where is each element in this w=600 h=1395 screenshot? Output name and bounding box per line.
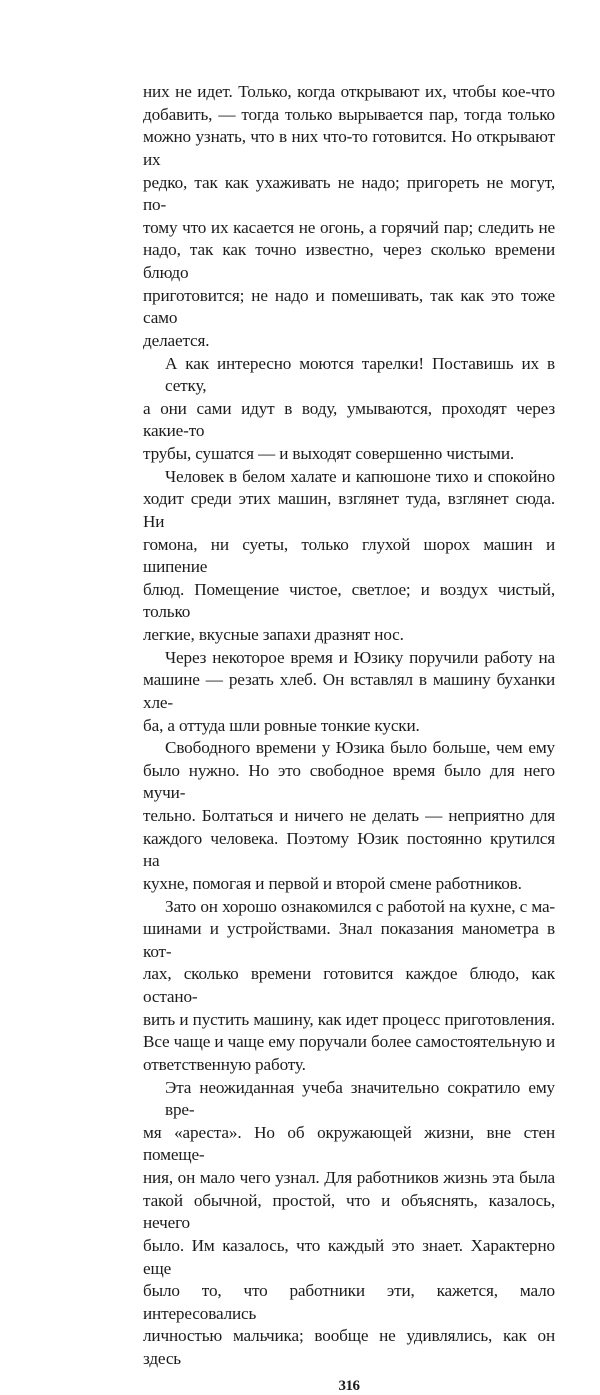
text-line: ответственную работу. xyxy=(143,1054,306,1074)
text-line: личностью мальчика; вообще не удивлялись, как он здесь xyxy=(143,1326,555,1368)
text-line: редко, так как ухаживать не надо; пригореть не могут, по- xyxy=(143,172,555,215)
paragraph xyxy=(143,647,555,738)
paragraph xyxy=(143,353,555,466)
paragraph xyxy=(143,737,555,895)
text-line: шинами и устройствами. Знал показания манометра в кот- xyxy=(143,919,555,961)
text-line: вить и пустить машину, как идет процесс приготовления. xyxy=(143,1009,555,1029)
paragraph xyxy=(143,81,555,353)
text-line: Все чаще и чаще ему поручали более самостоятельную и xyxy=(143,1032,555,1052)
text-line: такой обычной, простой, что и объяснять, казалось, нечего xyxy=(143,1190,555,1233)
paragraph xyxy=(143,896,555,1077)
text-line: ходит среди этих машин, взглянет туда, взглянет сюда. Ни xyxy=(143,489,555,531)
text-line: можно узнать, что в них что-то готовится. Но открывают их xyxy=(143,127,555,169)
text-line: легкие, вкусные запахи дразнят нос. xyxy=(143,625,404,644)
text-line: Человек в белом халате и капюшоне тихо и спокойно xyxy=(165,466,555,486)
text-line: лах, сколько времени готовится каждое блюдо, как остано- xyxy=(143,964,555,1006)
text-line: добавить, — тогда только вырывается пар, тогда только xyxy=(143,104,555,124)
text-line: тому что их касается не огонь, а горячий пар; следить не xyxy=(143,217,555,237)
text-line: надо, так как точно известно, через сколько времени блюдо xyxy=(143,240,555,282)
text-line: Эта неожиданная учеба значительно сократило ему вре- xyxy=(165,1077,555,1120)
text-line: было нужно. Но это свободное время было для него мучи- xyxy=(143,760,555,803)
text-line: приготовится; не надо и помешивать, так как это тоже само xyxy=(143,285,555,328)
text-line: было. Им казалось, что каждый это знает. Характерно еще xyxy=(143,1235,555,1278)
text-line: А как интересно моются тарелки! Поставишь их в сетку, xyxy=(165,353,555,396)
text-line: мя «ареста». Но об окружающей жизни, вне стен помеще- xyxy=(143,1122,555,1165)
text-line: ния, он мало чего узнал. Для работников жизнь эта была xyxy=(143,1168,555,1187)
text-line: Через некоторое время и Юзику поручили работу на xyxy=(165,647,555,667)
text-line: ба, а оттуда шли ровные тонкие куски. xyxy=(143,715,420,735)
text-line: каждого человека. Поэтому Юзик постоянно крутился на xyxy=(143,828,555,871)
text-line: гомона, ни суеты, только глухой шорох машин и шипение xyxy=(143,534,555,577)
text-line: кухне, помогая и первой и второй смене работников. xyxy=(143,873,522,893)
text-line: было то, что работники эти, кажется, мало интересовались xyxy=(143,1281,555,1323)
paragraph xyxy=(143,466,555,647)
page-number: 316 xyxy=(338,1377,360,1394)
text-line: трубы, сушатся — и выходят совершенно чистыми. xyxy=(143,444,515,463)
text-line: них не идет. Только, когда открывают их, чтобы кое-что xyxy=(143,82,555,101)
text-line: тельно. Болтаться и ничего не делать — неприятно для xyxy=(143,806,555,825)
text-line: Зато он хорошо ознакомился с работой на кухне, с ма- xyxy=(165,896,555,916)
page-body-text xyxy=(143,81,555,1371)
text-line: Свободного времени у Юзика было больше, чем ему xyxy=(165,738,555,758)
text-line: блюд. Помещение чистое, светлое; и воздух чистый, только xyxy=(143,579,555,622)
text-line: делается. xyxy=(143,330,210,350)
text-line: машине — резать хлеб. Он вставлял в машину буханки хле- xyxy=(143,670,555,712)
paragraph xyxy=(143,1077,555,1371)
text-line: а они сами идут в воду, умываются, проходят через какие-то xyxy=(143,398,555,441)
page-sheet xyxy=(143,81,555,1395)
